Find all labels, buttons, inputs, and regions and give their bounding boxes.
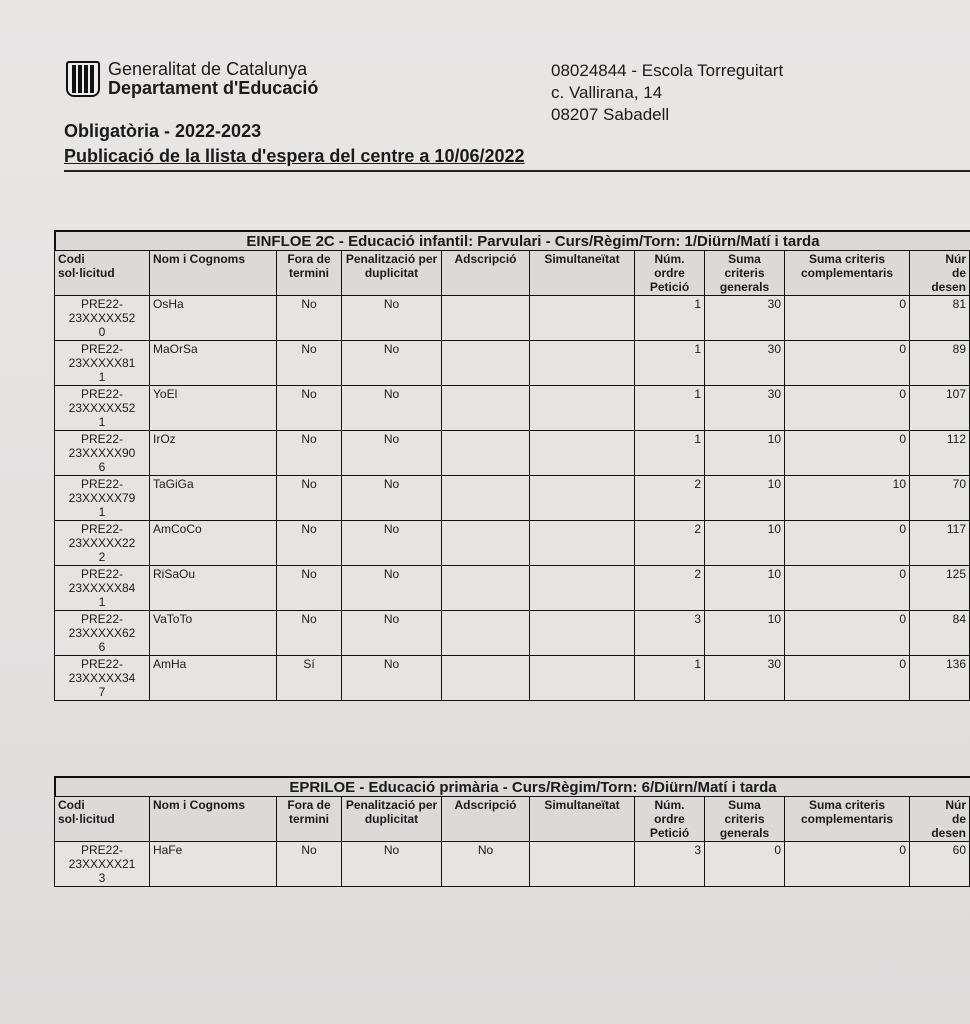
column-header: Suma criteris generals (705, 797, 785, 842)
table-cell: 3 (635, 611, 705, 656)
table-cell: No (342, 476, 442, 521)
table-cell: No (342, 431, 442, 476)
generalitat-logo (66, 60, 318, 98)
header-row (55, 797, 970, 842)
table-cell: 0 (785, 386, 910, 431)
table-cell: 2 (635, 476, 705, 521)
table-cell: RiSaOu (150, 566, 277, 611)
column-header: Fora de termini (277, 797, 342, 842)
school-street: c. Vallirana, 14 (551, 83, 663, 102)
table-cell (530, 566, 635, 611)
org-name: Generalitat de Catalunya (108, 59, 308, 79)
table-cell (442, 521, 530, 566)
table-cell: 0 (785, 431, 910, 476)
column-header: Núm. ordre Petició (635, 797, 705, 842)
table-cell: No (277, 566, 342, 611)
table-cell: 0 (785, 296, 910, 341)
table-cell: 0 (785, 611, 910, 656)
table-cell (442, 431, 530, 476)
column-header: Simultaneïtat (530, 797, 635, 842)
table-row (55, 341, 970, 386)
document-subtitle: Publicació de la llista d'espera del centre a 10/06/2022 (64, 146, 525, 166)
table-cell: AmCoCo (150, 521, 277, 566)
table-cell: 0 (785, 656, 910, 701)
table-cell (530, 521, 635, 566)
table-cell: 10 (705, 431, 785, 476)
table-cell: 112 (910, 431, 970, 476)
table-cell (530, 431, 635, 476)
column-header: Núr de desen (910, 251, 970, 296)
table-row (55, 521, 970, 566)
column-header: Adscripció (442, 797, 530, 842)
table-cell: 1 (635, 341, 705, 386)
table-cell: 60 (910, 842, 970, 887)
table-cell (530, 386, 635, 431)
table-cell: No (277, 341, 342, 386)
table-cell: No (277, 296, 342, 341)
table-cell: PRE22- 23XXXXX22 2 (55, 521, 150, 566)
table-row (55, 296, 970, 341)
table-cell (530, 611, 635, 656)
school-city: 08207 Sabadell (551, 105, 670, 124)
department-name: Departament d'Educació (108, 78, 319, 98)
table-row (55, 431, 970, 476)
table-cell: TaGiGa (150, 476, 277, 521)
column-header: Penalització per duplicitat (342, 797, 442, 842)
column-header: Núm. ordre Petició (635, 251, 705, 296)
table-cell: HaFe (150, 842, 277, 887)
table-cell: PRE22- 23XXXXX34 7 (55, 656, 150, 701)
generalitat-seal-icon (66, 61, 100, 97)
table-cell: PRE22- 23XXXXX81 1 (55, 341, 150, 386)
table-cell: PRE22- 23XXXXX79 1 (55, 476, 150, 521)
table-cell (530, 296, 635, 341)
table-cell: 89 (910, 341, 970, 386)
column-header: Codi sol·licitud (55, 251, 150, 296)
table-cell: 30 (705, 656, 785, 701)
column-header: Adscripció (442, 251, 530, 296)
table-cell: 10 (785, 476, 910, 521)
table-cell: OsHa (150, 296, 277, 341)
table-row (55, 386, 970, 431)
table-cell: No (342, 341, 442, 386)
table-cell: No (342, 521, 442, 566)
table-cell: No (342, 566, 442, 611)
table-cell: 0 (785, 341, 910, 386)
table-cell (530, 842, 635, 887)
table-cell: PRE22- 23XXXXX52 0 (55, 296, 150, 341)
table-cell (530, 476, 635, 521)
table-cell: 0 (785, 842, 910, 887)
table-cell (442, 476, 530, 521)
table-cell: No (277, 842, 342, 887)
table-cell: 10 (705, 521, 785, 566)
table-cell: IrOz (150, 431, 277, 476)
column-header: Fora de termini (277, 251, 342, 296)
table-title: EPRILOE - Educació primària - Curs/Règim/Torn: 6/Diürn/Matí i tarda (54, 776, 970, 796)
waitlist-table (54, 796, 970, 887)
header-divider (64, 170, 970, 172)
table-cell: Sí (277, 656, 342, 701)
table-cell: 136 (910, 656, 970, 701)
waitlist-table-primaria (54, 776, 970, 887)
waitlist-table-infantil (54, 230, 970, 701)
table-cell: PRE22- 23XXXXX90 6 (55, 431, 150, 476)
table-cell: PRE22- 23XXXXX52 1 (55, 386, 150, 431)
table-cell (530, 656, 635, 701)
table-cell: No (277, 386, 342, 431)
table-row (55, 476, 970, 521)
table-cell: 1 (635, 431, 705, 476)
table-cell: 84 (910, 611, 970, 656)
table-cell: AmHa (150, 656, 277, 701)
document-title: Obligatòria - 2022-2023 (64, 121, 262, 141)
column-header: Penalització per duplicitat (342, 251, 442, 296)
column-header: Suma criteris complementaris (785, 797, 910, 842)
table-cell: 2 (635, 521, 705, 566)
column-header: Suma criteris complementaris (785, 251, 910, 296)
table-row (55, 656, 970, 701)
table-cell (442, 566, 530, 611)
table-cell: PRE22- 23XXXXX62 6 (55, 611, 150, 656)
column-header: Núr de desen (910, 797, 970, 842)
waitlist-table (54, 250, 970, 701)
table-cell: PRE22- 23XXXXX21 3 (55, 842, 150, 887)
column-header: Codi sol·licitud (55, 797, 150, 842)
table-row (55, 842, 970, 887)
table-cell: 10 (705, 566, 785, 611)
table-cell: 1 (635, 296, 705, 341)
table-cell: 81 (910, 296, 970, 341)
table-cell: 3 (635, 842, 705, 887)
table-cell: 1 (635, 656, 705, 701)
table-cell: 30 (705, 296, 785, 341)
table-row (55, 611, 970, 656)
table-cell: No (342, 611, 442, 656)
table-cell: No (442, 842, 530, 887)
table-cell (442, 611, 530, 656)
column-header: Nom i Cognoms (150, 251, 277, 296)
table-row (55, 566, 970, 611)
table-cell: 30 (705, 386, 785, 431)
school-name: 08024844 - Escola Torreguitart (551, 61, 784, 80)
table-cell: 125 (910, 566, 970, 611)
table-cell: 0 (705, 842, 785, 887)
table-cell: No (277, 521, 342, 566)
table-cell: 107 (910, 386, 970, 431)
table-cell: 10 (705, 476, 785, 521)
table-cell (442, 296, 530, 341)
table-cell: 2 (635, 566, 705, 611)
table-cell: No (277, 611, 342, 656)
table-cell: PRE22- 23XXXXX84 1 (55, 566, 150, 611)
school-address (551, 60, 783, 126)
table-cell (442, 656, 530, 701)
column-header: Simultaneïtat (530, 251, 635, 296)
table-cell (530, 341, 635, 386)
table-cell: 10 (705, 611, 785, 656)
table-title: EINFLOE 2C - Educació infantil: Parvulari - Curs/Règim/Torn: 1/Diürn/Matí i tarda (54, 230, 970, 250)
table-cell: No (342, 656, 442, 701)
table-cell: 30 (705, 341, 785, 386)
table-cell: No (277, 431, 342, 476)
table-cell: No (342, 386, 442, 431)
table-cell: MaOrSa (150, 341, 277, 386)
table-cell: VaToTo (150, 611, 277, 656)
table-cell: No (342, 842, 442, 887)
table-cell: 0 (785, 521, 910, 566)
column-header: Suma criteris generals (705, 251, 785, 296)
table-cell: YoEl (150, 386, 277, 431)
table-cell: 1 (635, 386, 705, 431)
header-row (55, 251, 970, 296)
table-cell (442, 341, 530, 386)
table-cell (442, 386, 530, 431)
table-cell: 0 (785, 566, 910, 611)
table-cell: No (277, 476, 342, 521)
table-cell: 117 (910, 521, 970, 566)
column-header: Nom i Cognoms (150, 797, 277, 842)
table-cell: No (342, 296, 442, 341)
table-cell: 70 (910, 476, 970, 521)
